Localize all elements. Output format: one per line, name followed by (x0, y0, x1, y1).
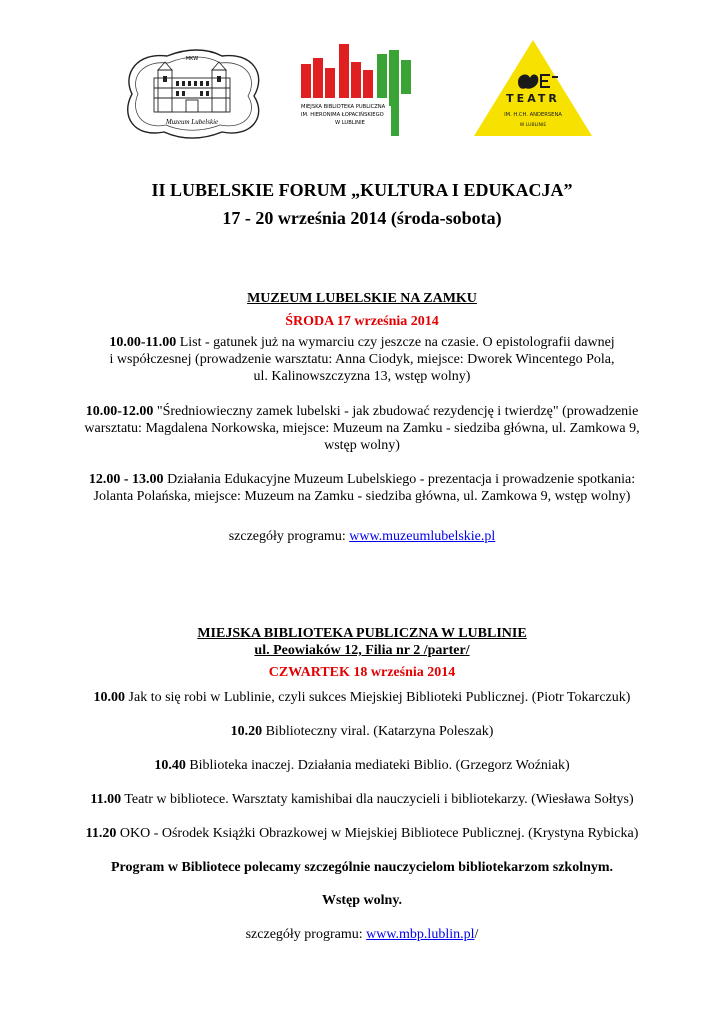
event-text: wstęp wolny) (324, 438, 400, 453)
event-text: Teatr w bibliotece. Warsztaty kamishibai dla nauczycieli i bibliotekarzy. (Wiesława Sołtys) (121, 792, 634, 807)
mbp-event-2 (0, 723, 724, 740)
muzeum-event-2 (0, 403, 724, 454)
event-time: 11.00 (90, 792, 122, 807)
event-time: 10.00-11.00 (109, 335, 177, 350)
mbp-event-3 (0, 757, 724, 774)
mbp-details (0, 926, 724, 943)
teatr-word: TEATR (506, 92, 560, 105)
muzeum-day: ŚRODA 17 września 2014 (285, 314, 439, 329)
event-time: 12.00 - 13.00 (88, 472, 164, 487)
mbp-recommend: Program w Bibliotece polecamy szczególnie nauczycielom bibliotekarzom szkolnym. (110, 860, 614, 875)
mbp-website-link[interactable]: www.mbp.lublin.pl (366, 927, 475, 942)
mbp-logo (295, 38, 445, 143)
event-text: ul. Kalinowszczyzna 13, wstęp wolny) (253, 369, 471, 384)
forum-dates: 17 - 20 września 2014 (środa-sobota) (222, 208, 502, 228)
mbp-day: CZWARTEK 18 września 2014 (268, 665, 456, 680)
event-text: Działania Edukacyjne Muzeum Lubelskiego - prezentacja i prowadzenie spotkania: (163, 472, 636, 487)
logos-row (0, 38, 724, 158)
event-time: 11.20 (85, 826, 117, 841)
event-time: 10.00-12.00 (85, 404, 154, 419)
mbp-event-4 (0, 791, 724, 808)
forum-title: II LUBELSKIE FORUM „KULTURA I EDUKACJA” (151, 180, 573, 200)
details-suffix: / (474, 927, 479, 942)
event-text: warsztatu: Magdalena Norkowska, miejsce: Muzeum na Zamku - siedziba główna, ul. Zamkowa 9, (84, 421, 640, 436)
teatr-line2: W LUBLINIE (519, 123, 547, 128)
mbp-text-1: MIEJSKA BIBLIOTEKA PUBLICZNA (301, 104, 386, 110)
muzeum-small-label: MKW (185, 56, 199, 62)
muzeum-logo-caption: Muzeum Lubelskie (165, 118, 219, 126)
mbp-event-1 (0, 689, 724, 706)
details-label: szczegóły programu: (245, 927, 367, 942)
muzeum-heading: MUZEUM LUBELSKIE NA ZAMKU (247, 291, 477, 306)
event-text: OKO - Ośrodek Książki Obrazkowej w Miejskiej Bibliotece Publicznej. (Krystyna Rybicka) (116, 826, 639, 841)
event-text: "Średniowieczny zamek lubelski - jak zbudować rezydencję i twierdzę" (prowadzenie (153, 404, 639, 419)
mbp-address: ul. Peowiaków 12, Filia nr 2 /parter/ (254, 643, 470, 658)
details-label: szczegóły programu: (228, 529, 350, 544)
mbp-heading: MIEJSKA BIBLIOTEKA PUBLICZNA W LUBLINIE (197, 626, 527, 641)
mbp-text-3: W LUBLINIE (335, 120, 365, 126)
mbp-text-2: IM. HIERONIMA ŁOPACIŃSKIEGO (301, 112, 384, 118)
event-time: 10.20 (230, 724, 263, 739)
teatr-andersena-logo (470, 38, 596, 140)
muzeum-website-link[interactable]: www.muzeumlubelskie.pl (349, 529, 496, 544)
mbp-entry: Wstęp wolny. (321, 893, 403, 908)
muzeum-lubelskie-logo (112, 44, 272, 144)
event-text: Jolanta Polańska, miejsce: Muzeum na Zamku - siedziba główna, ul. Zamkowa 9, wstęp wolny) (93, 489, 631, 504)
event-text: Jak to się robi w Lublinie, czyli sukces Miejskiej Biblioteki Publicznej. (Piotr Tokarczuk) (125, 690, 631, 705)
event-text: Biblioteka inaczej. Działania mediateki Biblio. (Grzegorz Woźniak) (185, 758, 570, 773)
muzeum-details (0, 528, 724, 545)
event-time: 10.40 (154, 758, 186, 773)
muzeum-event-1 (0, 334, 724, 385)
event-text: i współczesnej (prowadzenie warsztatu: Anna Ciodyk, miejsce: Dworek Wincentego Pola, (109, 352, 615, 367)
muzeum-event-3 (0, 471, 724, 505)
teatr-line1: IM. H.CH. ANDERSENA (504, 112, 562, 118)
event-text: List - gatunek już na wymarciu czy jeszcze na czasie. O epistolografii dawnej (176, 335, 615, 350)
event-time: 10.00 (93, 690, 126, 705)
event-text: Biblioteczny viral. (Katarzyna Poleszak) (262, 724, 494, 739)
mbp-event-5 (0, 825, 724, 842)
